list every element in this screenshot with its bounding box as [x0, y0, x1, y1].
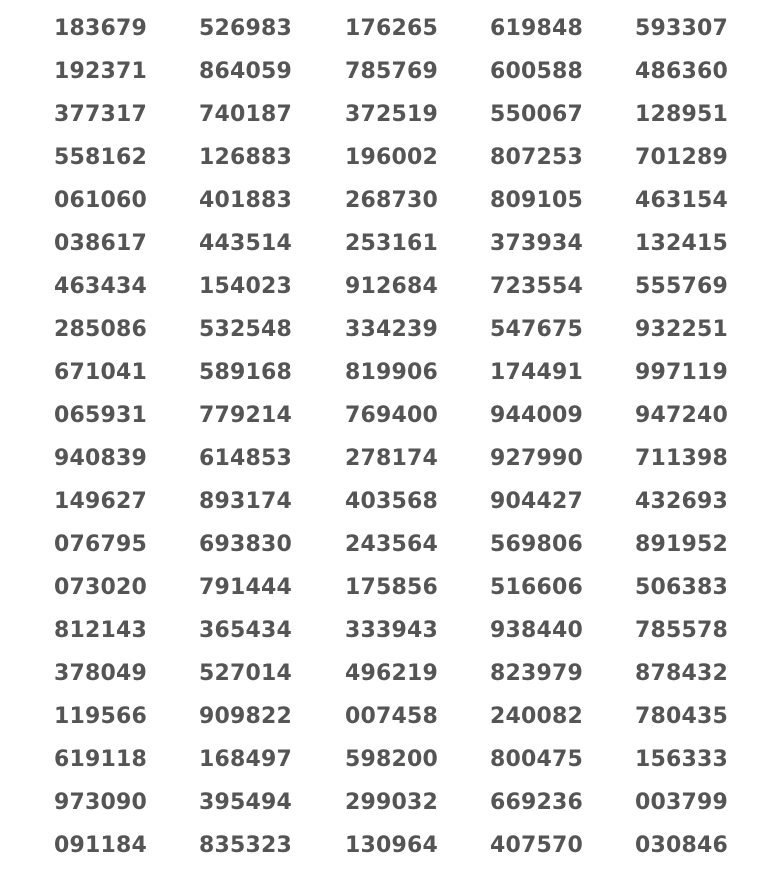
number-cell: 401883 [199, 188, 293, 213]
number-cell: 183679 [54, 16, 148, 41]
number-cell: 809105 [490, 188, 584, 213]
number-cell: 506383 [635, 575, 729, 600]
number-cell: 007458 [345, 704, 439, 729]
number-cell: 038617 [54, 231, 148, 256]
number-cell: 878432 [635, 661, 729, 686]
number-cell: 378049 [54, 661, 148, 686]
number-cell: 864059 [199, 59, 293, 84]
number-cell: 463434 [54, 274, 148, 299]
number-cell: 769400 [345, 403, 439, 428]
number-cell: 132415 [635, 231, 729, 256]
number-cell: 278174 [345, 446, 439, 471]
number-cell: 598200 [345, 747, 439, 772]
number-cell: 547675 [490, 317, 584, 342]
number-cell: 334239 [345, 317, 439, 342]
number-cell: 130964 [345, 833, 439, 858]
number-cell: 938440 [490, 618, 584, 643]
number-cell: 061060 [54, 188, 148, 213]
number-cell: 785769 [345, 59, 439, 84]
number-cell: 932251 [635, 317, 729, 342]
number-cell: 973090 [54, 790, 148, 815]
number-cell: 432693 [635, 489, 729, 514]
number-cell: 927990 [490, 446, 584, 471]
number-cell: 780435 [635, 704, 729, 729]
number-cell: 740187 [199, 102, 293, 127]
number-cell: 669236 [490, 790, 584, 815]
number-cell: 619848 [490, 16, 584, 41]
number-cell: 126883 [199, 145, 293, 170]
number-cell: 373934 [490, 231, 584, 256]
number-cell: 119566 [54, 704, 148, 729]
number-cell: 496219 [345, 661, 439, 686]
number-cell: 785578 [635, 618, 729, 643]
number-cell: 904427 [490, 489, 584, 514]
number-cell: 835323 [199, 833, 293, 858]
number-cell: 243564 [345, 532, 439, 557]
number-cell: 527014 [199, 661, 293, 686]
number-cell: 395494 [199, 790, 293, 815]
number-cell: 175856 [345, 575, 439, 600]
number-cell: 532548 [199, 317, 293, 342]
number-cell: 558162 [54, 145, 148, 170]
number-cell: 030846 [635, 833, 729, 858]
number-cell: 593307 [635, 16, 729, 41]
number-cell: 174491 [490, 360, 584, 385]
number-cell: 619118 [54, 747, 148, 772]
number-cell: 176265 [345, 16, 439, 41]
number-cell: 812143 [54, 618, 148, 643]
number-cell: 800475 [490, 747, 584, 772]
number-cell: 893174 [199, 489, 293, 514]
number-cell: 128951 [635, 102, 729, 127]
number-cell: 403568 [345, 489, 439, 514]
number-cell: 909822 [199, 704, 293, 729]
number-cell: 944009 [490, 403, 584, 428]
number-cell: 823979 [490, 661, 584, 686]
number-cell: 091184 [54, 833, 148, 858]
number-cell: 365434 [199, 618, 293, 643]
number-cell: 550067 [490, 102, 584, 127]
number-cell: 253161 [345, 231, 439, 256]
number-cell: 526983 [199, 16, 293, 41]
number-cell: 589168 [199, 360, 293, 385]
number-cell: 807253 [490, 145, 584, 170]
number-cell: 516606 [490, 575, 584, 600]
number-cell: 791444 [199, 575, 293, 600]
number-cell: 997119 [635, 360, 729, 385]
number-cell: 299032 [345, 790, 439, 815]
number-cell: 891952 [635, 532, 729, 557]
number-cell: 377317 [54, 102, 148, 127]
number-grid [54, 7, 766, 867]
number-cell: 600588 [490, 59, 584, 84]
number-cell: 196002 [345, 145, 439, 170]
number-cell: 268730 [345, 188, 439, 213]
number-cell: 614853 [199, 446, 293, 471]
number-cell: 779214 [199, 403, 293, 428]
number-cell: 693830 [199, 532, 293, 557]
number-cell: 149627 [54, 489, 148, 514]
number-cell: 192371 [54, 59, 148, 84]
number-cell: 711398 [635, 446, 729, 471]
number-cell: 073020 [54, 575, 148, 600]
number-cell: 463154 [635, 188, 729, 213]
number-cell: 555769 [635, 274, 729, 299]
number-cell: 486360 [635, 59, 729, 84]
number-cell: 372519 [345, 102, 439, 127]
number-cell: 154023 [199, 274, 293, 299]
number-cell: 443514 [199, 231, 293, 256]
number-cell: 076795 [54, 532, 148, 557]
number-cell: 671041 [54, 360, 148, 385]
number-cell: 285086 [54, 317, 148, 342]
number-cell: 569806 [490, 532, 584, 557]
number-cell: 701289 [635, 145, 729, 170]
number-cell: 156333 [635, 747, 729, 772]
number-cell: 723554 [490, 274, 584, 299]
number-cell: 407570 [490, 833, 584, 858]
number-cell: 168497 [199, 747, 293, 772]
number-cell: 003799 [635, 790, 729, 815]
number-cell: 240082 [490, 704, 584, 729]
number-cell: 947240 [635, 403, 729, 428]
number-cell: 912684 [345, 274, 439, 299]
number-cell: 065931 [54, 403, 148, 428]
number-cell: 819906 [345, 360, 439, 385]
number-cell: 940839 [54, 446, 148, 471]
number-cell: 333943 [345, 618, 439, 643]
